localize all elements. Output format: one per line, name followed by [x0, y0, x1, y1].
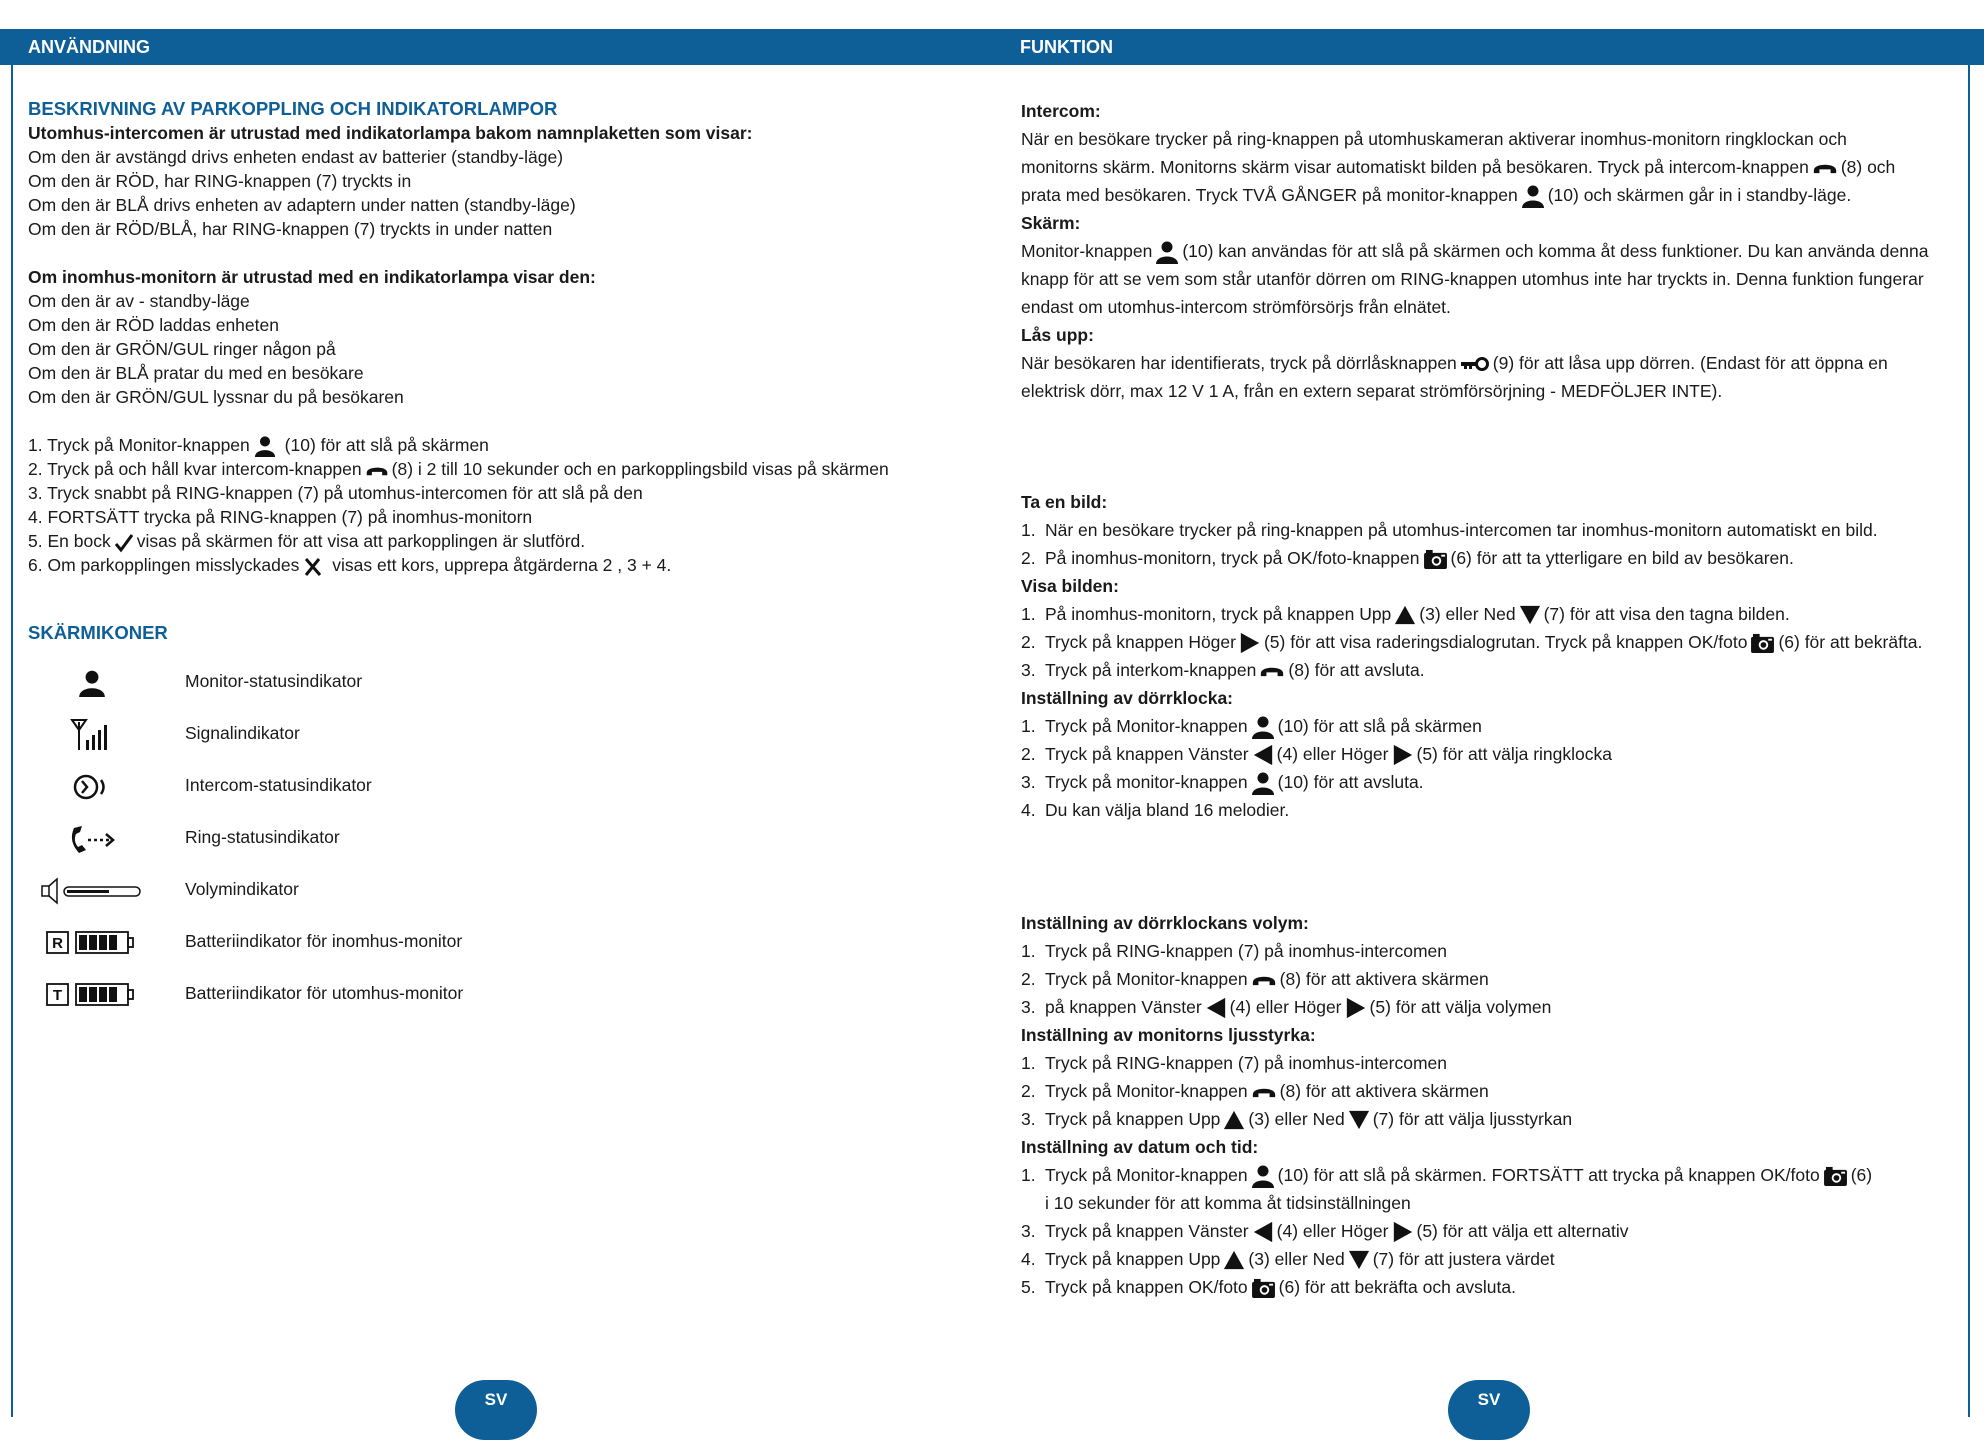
icon-label: Ring-statusindikator	[185, 827, 340, 847]
list-item: 2. Tryck på knappen Höger (5) för att visa raderingsdialogrutan. Tryck på knappen OK/foto (6) för att bekräfta.	[1021, 628, 1961, 656]
unlock-heading: Lås upp:	[1021, 325, 1094, 345]
up-arrow-icon	[1223, 1109, 1245, 1131]
left-arrow-icon	[1205, 997, 1227, 1019]
indoor-line: Om den är RÖD laddas enheten	[28, 315, 279, 335]
outdoor-line: Om den är RÖD/BLÅ, har RING-knappen (7) tryckts in under natten	[28, 219, 553, 239]
icon-row	[40, 871, 640, 911]
right-arrow-icon	[1392, 744, 1414, 766]
down-arrow-icon	[1348, 1249, 1370, 1271]
list-item: 1. På inomhus-monitorn, tryck på knappen Upp (3) eller Ned (7) för att visa den tagna bilden.	[1021, 600, 1961, 628]
person-icon	[1155, 240, 1179, 264]
left-header-title: ANVÄNDNING	[28, 37, 151, 57]
battery-letter: T	[52, 987, 63, 1004]
indoor-line: Om den är GRÖN/GUL lyssnar du på besökaren	[28, 387, 404, 407]
indoor-line: Om den är GRÖN/GUL ringer någon på	[28, 339, 336, 359]
phone-icon	[1251, 1086, 1277, 1099]
person-icon	[1521, 184, 1545, 208]
icon-row	[40, 923, 640, 963]
left-column	[28, 97, 978, 645]
battery-outdoor-icon	[46, 982, 138, 1008]
icon-label: Batteriindikator för utomhus-monitor	[185, 983, 464, 1003]
phone-icon	[365, 465, 389, 477]
left-arrow-icon	[1252, 1221, 1274, 1243]
list-item: 3. Tryck på interkom-knappen (8) för att avsluta.	[1021, 660, 1425, 680]
icon-row	[40, 715, 640, 755]
language-tab-right: SV	[1448, 1380, 1530, 1440]
camera-icon	[1750, 633, 1775, 654]
brightness-heading: Inställning av monitorns ljusstyrka:	[1021, 1025, 1316, 1045]
paragraph-line: monitorns skärm. Monitorns skärm visar automatiskt bilden på besökaren. Tryck på intercom-knappen (8) och	[1021, 157, 1896, 177]
photo-block	[1021, 488, 1961, 824]
doorbell-heading: Inställning av dörrklocka:	[1021, 688, 1233, 708]
phone-icon	[1251, 974, 1277, 987]
icon-label: Monitor-statusindikator	[185, 671, 363, 691]
ring-status-icon	[66, 823, 118, 855]
person-icon	[1251, 1164, 1275, 1188]
person-icon	[78, 669, 106, 697]
person-icon	[253, 435, 277, 457]
up-arrow-icon	[1223, 1249, 1245, 1271]
indoor-line: Om den är av - standby-läge	[28, 291, 250, 311]
list-item: 4. Tryck på knappen Upp (3) eller Ned (7) för att justera värdet	[1021, 1245, 1961, 1273]
paragraph-line: När en besökare trycker på ring-knappen på utomhuskameran aktiverar inomhus-monitorn ringklockan och	[1021, 129, 1847, 149]
paragraph-line: knapp för att se vem som står utanför dörren om RING-knappen utomhus inte har tryckts in. Denna funktion fungerar	[1021, 269, 1924, 289]
icon-row	[40, 663, 640, 703]
signal-icon	[70, 718, 114, 752]
icon-label: Volymindikator	[185, 879, 299, 899]
list-item: 5. Tryck på knappen OK/foto (6) för att bekräfta och avsluta.	[1021, 1277, 1516, 1297]
view-heading: Visa bilden:	[1021, 576, 1119, 596]
settings-block	[1021, 909, 1961, 1301]
header-bar	[0, 29, 1984, 65]
list-item: 2. På inomhus-monitorn, tryck på OK/foto-knappen (6) för att ta ytterligare en bild av besökaren.	[1021, 548, 1794, 568]
list-item: 1. När en besökare trycker på ring-knappen på utomhus-intercomen tar inomhus-monitorn automatiskt en bild.	[1021, 520, 1878, 540]
list-item: 1. Tryck på Monitor-knappen (10) för att slå på skärmen	[1021, 712, 1961, 740]
indoor-line: Om den är BLÅ pratar du med en besökare	[28, 363, 364, 383]
icon-row	[40, 975, 640, 1015]
list-item: 3. Tryck på knappen Vänster (4) eller Höger (5) för att välja ett alternativ	[1021, 1217, 1961, 1245]
phone-icon	[1812, 162, 1838, 175]
list-item: 2. Tryck på Monitor-knappen (8) för att aktivera skärmen	[1021, 1081, 1489, 1101]
screen-icons-title: SKÄRMIKONER	[28, 622, 168, 644]
pairing-step: 1. Tryck på Monitor-knappen (10) för att slå på skärmen	[28, 433, 978, 457]
battery-indoor-icon	[46, 930, 138, 956]
right-header-title: FUNKTION	[1020, 37, 1113, 57]
pairing-step: 3. Tryck snabbt på RING-knappen (7) på utomhus-intercomen för att slå på den	[28, 483, 643, 504]
person-icon	[1251, 715, 1275, 739]
indoor-heading: Om inomhus-monitorn är utrustad med en indikatorlampa visar den:	[28, 267, 596, 287]
paragraph-line: Monitor-knappen (10) kan användas för att slå på skärmen och komma åt dess funktioner. Du kan använda denna	[1021, 237, 1961, 265]
photo-heading: Ta en bild:	[1021, 492, 1108, 512]
list-item-continuation: i 10 sekunder för att komma åt tidsinställningen	[1045, 1193, 1411, 1213]
checkmark-icon	[114, 533, 134, 553]
language-tab-left: SV	[455, 1380, 537, 1440]
right-arrow-icon	[1392, 1221, 1414, 1243]
list-item: 1. Tryck på RING-knappen (7) på inomhus-intercomen	[1021, 1053, 1448, 1073]
pairing-step: 6. Om parkopplingen misslyckades visas ett kors, upprepa åtgärderna 2 , 3 + 4.	[28, 555, 672, 576]
cross-icon	[302, 557, 324, 577]
key-icon	[1460, 357, 1490, 371]
outdoor-line: Om den är RÖD, har RING-knappen (7) tryckts in	[28, 171, 412, 191]
paragraph-line: endast om utomhus-intercom strömförsörjs från elnätet.	[1021, 297, 1451, 317]
outdoor-line: Om den är avstängd drivs enheten endast av batterier (standby-läge)	[28, 147, 564, 167]
intercom-block	[1021, 97, 1961, 405]
pairing-section-title: BESKRIVNING AV PARKOPPLING OCH INDIKATORLAMPOR	[28, 98, 558, 119]
list-item: 2. Tryck på knappen Vänster (4) eller Höger (5) för att välja ringklocka	[1021, 740, 1961, 768]
right-page-border	[1968, 65, 1970, 1417]
camera-icon	[1823, 1166, 1848, 1187]
outdoor-line: Om den är BLÅ drivs enheten av adaptern under natten (standby-läge)	[28, 195, 576, 215]
datetime-heading: Inställning av datum och tid:	[1021, 1137, 1259, 1157]
volume-icon	[40, 876, 144, 906]
paragraph-line: elektrisk dörr, max 12 V 1 A, från en extern separat strömförsörjning - MEDFÖLJER INTE).	[1021, 381, 1723, 401]
list-item: 3. Tryck på knappen Upp (3) eller Ned (7) för att välja ljusstyrkan	[1021, 1105, 1961, 1133]
down-arrow-icon	[1348, 1109, 1370, 1131]
up-arrow-icon	[1394, 604, 1416, 626]
list-item: 3. Tryck på monitor-knappen (10) för att avsluta.	[1021, 768, 1961, 796]
paragraph-line: prata med besökaren. Tryck TVÅ GÅNGER på monitor-knappen (10) och skärmen går in i standby-läge.	[1021, 181, 1961, 209]
phone-icon	[1259, 665, 1285, 678]
right-arrow-icon	[1239, 632, 1261, 654]
list-item: 3. på knappen Vänster (4) eller Höger (5) för att välja volymen	[1021, 993, 1961, 1021]
list-item: 1. Tryck på Monitor-knappen (10) för att slå på skärmen. FORTSÄTT att trycka på knappen OK/foto (6)	[1021, 1161, 1961, 1189]
outdoor-heading: Utomhus-intercomen är utrustad med indikatorlampa bakom namnplaketten som visar:	[28, 123, 753, 143]
intercom-status-icon	[72, 771, 112, 803]
battery-letter: R	[52, 935, 63, 952]
icon-row	[40, 767, 640, 807]
screen-heading: Skärm:	[1021, 213, 1081, 233]
volume-heading: Inställning av dörrklockans volym:	[1021, 913, 1309, 933]
icon-label: Signalindikator	[185, 723, 300, 743]
down-arrow-icon	[1519, 604, 1541, 626]
right-arrow-icon	[1345, 997, 1367, 1019]
intercom-heading: Intercom:	[1021, 101, 1101, 121]
icon-label: Intercom-statusindikator	[185, 775, 372, 795]
camera-icon	[1423, 549, 1448, 570]
pairing-step: 4. FORTSÄTT trycka på RING-knappen (7) på inomhus-monitorn	[28, 507, 533, 528]
left-page-border	[11, 65, 13, 1417]
pairing-step: 5. En bock visas på skärmen för att visa att parkopplingen är slutförd.	[28, 531, 586, 552]
list-item: 4. Du kan välja bland 16 melodier.	[1021, 800, 1290, 820]
pairing-step: 2. Tryck på och håll kvar intercom-knappen (8) i 2 till 10 sekunder och en parkopplingsbild visas på skärmen	[28, 459, 889, 480]
list-item: 2. Tryck på Monitor-knappen (8) för att aktivera skärmen	[1021, 969, 1489, 989]
camera-icon	[1251, 1278, 1276, 1299]
left-arrow-icon	[1252, 744, 1274, 766]
icon-label: Batteriindikator för inomhus-monitor	[185, 931, 463, 951]
person-icon	[1251, 771, 1275, 795]
list-item: 1. Tryck på RING-knappen (7) på inomhus-intercomen	[1021, 941, 1448, 961]
paragraph-line: När besökaren har identifierats, tryck på dörrlåsknappen (9) för att låsa upp dörren. (Endast för att öppna en	[1021, 353, 1888, 373]
icon-row	[40, 819, 640, 859]
